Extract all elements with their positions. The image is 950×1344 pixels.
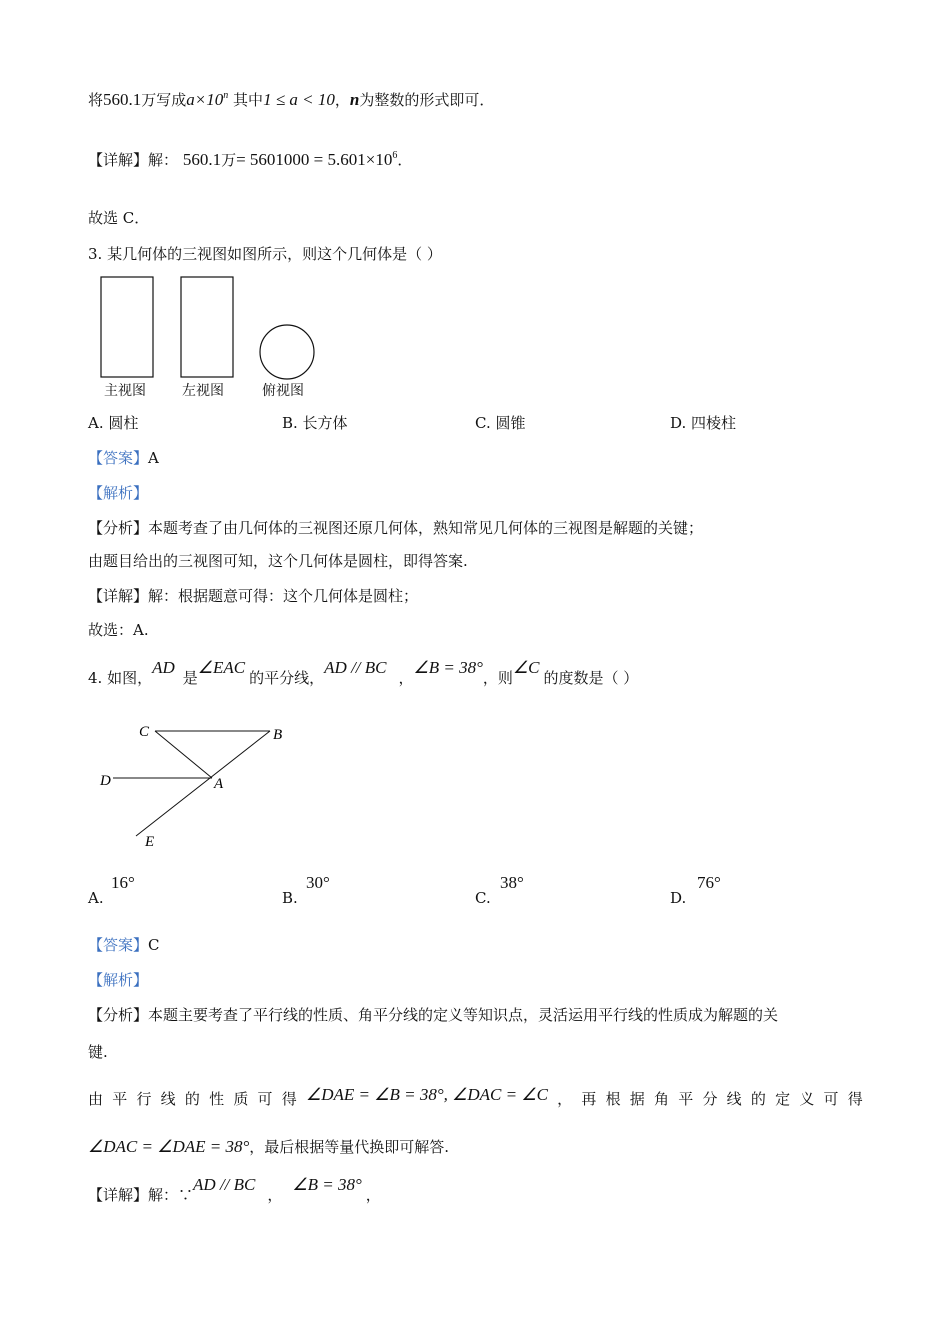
text: 万	[221, 151, 237, 169]
q3-analysis-tag: 【解析】	[88, 484, 149, 502]
char: 定	[775, 1090, 791, 1108]
number: 560.1	[103, 90, 142, 109]
math-expr: = 5601000 = 5.601×10	[236, 150, 393, 169]
math-expr: 1 ≤ a < 10	[263, 90, 335, 109]
q3-fenxi	[88, 518, 703, 538]
three-views-figure	[95, 270, 335, 382]
label-d: D	[100, 773, 111, 789]
answer-value: A	[148, 449, 159, 467]
text: ，	[267, 1186, 283, 1204]
q4-option-c-letter: C.	[475, 889, 491, 907]
char: ，	[557, 1090, 573, 1108]
math-parallel: AD // BC	[324, 658, 387, 677]
q4-detail	[88, 1175, 381, 1205]
caption-side-view: 左视图	[182, 383, 224, 399]
char: 根	[605, 1090, 621, 1108]
choose-line: 故选 C．	[88, 209, 150, 227]
char: 由	[88, 1090, 104, 1108]
q3-fenxi-2: 由题目给出的三视图可知，这个几何体是圆柱，即得答案.	[88, 552, 468, 570]
math-angle-b: ∠B = 38°	[292, 1175, 362, 1194]
fenxi-tag: 【分析】	[88, 1006, 149, 1024]
q4-option-b-value: 30°	[306, 873, 330, 892]
q4-reason-line-2	[88, 1137, 449, 1157]
text: ，	[334, 91, 350, 109]
label-c: C	[139, 724, 150, 740]
number: 560.1	[182, 150, 222, 169]
q4-option-a-letter: A.	[88, 889, 104, 907]
text: ，	[365, 1186, 381, 1204]
char: 平	[112, 1090, 128, 1108]
q3-option-a: A. 圆柱	[88, 414, 139, 432]
char: 得	[847, 1090, 863, 1108]
text: 解：∵	[148, 1186, 194, 1204]
answer-value: C	[148, 936, 160, 954]
q4-analysis-tag: 【解析】	[88, 971, 149, 989]
char: 线	[726, 1090, 742, 1108]
char: 平	[678, 1090, 694, 1108]
side-view-rect	[181, 277, 233, 377]
detail-tag: 【详解】	[88, 151, 149, 169]
q4-option-d-letter: D.	[670, 889, 687, 907]
q4-stem	[88, 658, 639, 688]
geometry-figure	[95, 715, 305, 855]
front-view-rect	[101, 277, 153, 377]
text: 将	[88, 91, 104, 109]
char: 可	[257, 1090, 273, 1108]
char: 义	[799, 1090, 815, 1108]
fenxi-text: 本题主要考查了平行线的性质、角平分线的定义等知识点，灵活运用平行线的性质成为解题的关	[148, 1006, 779, 1024]
text: ，则	[482, 669, 513, 687]
exponent: 6	[392, 150, 398, 161]
char: 角	[654, 1090, 670, 1108]
exponent: n	[223, 90, 229, 101]
q4-option-c-value: 38°	[500, 873, 524, 892]
q3-answer	[88, 448, 159, 468]
label-b: B	[273, 727, 283, 743]
top-view-circle	[260, 325, 314, 379]
math-var: n	[349, 90, 360, 109]
text: 是	[182, 669, 198, 687]
math-ad: AD	[152, 658, 175, 677]
text: 解：	[148, 151, 179, 169]
detail-tag: 【详解】	[88, 587, 149, 605]
q4-option-d-value: 76°	[697, 873, 721, 892]
char: 行	[136, 1090, 152, 1108]
detail-text: 解：根据题意可得：这个几何体是圆柱；	[148, 587, 419, 605]
q4-fenxi	[88, 1005, 778, 1025]
math-expr: ∠DAC = ∠DAE = 38°	[88, 1137, 250, 1156]
text: ．	[397, 151, 413, 169]
math-angle-c: ∠C	[512, 658, 540, 677]
q3-option-c: C. 圆锥	[475, 414, 526, 432]
text: 万写成	[141, 91, 187, 109]
detail-tag: 【详解】	[88, 1186, 149, 1204]
detail-line	[88, 150, 412, 173]
line-be	[136, 731, 270, 836]
label-e: E	[145, 834, 155, 850]
q3-choose: 故选：A.	[88, 621, 149, 639]
char: 据	[629, 1090, 645, 1108]
caption-front-view: 主视图	[104, 383, 146, 399]
text: 为整数的形式即可．	[359, 91, 495, 109]
math-angle-eac: ∠EAC	[197, 658, 246, 677]
fenxi-tag: 【分析】	[88, 519, 149, 537]
char: 分	[702, 1090, 718, 1108]
text: 其中	[233, 91, 264, 109]
q3-option-b: B. 长方体	[282, 414, 348, 432]
sci-notation-line	[88, 90, 494, 113]
q4-option-a-value: 16°	[111, 873, 135, 892]
q4-fenxi-cont: 键.	[88, 1043, 108, 1061]
q3-option-d: D. 四棱柱	[670, 414, 737, 432]
q4-reason-line	[88, 1085, 863, 1109]
char: 性	[209, 1090, 225, 1108]
answer-tag: 【答案】	[88, 936, 149, 954]
label-a: A	[214, 776, 224, 792]
text: 的度数是（ ）	[543, 669, 639, 687]
q4-option-b-letter: B.	[282, 889, 298, 907]
text: 的平分线，	[249, 669, 325, 687]
char: 得	[281, 1090, 297, 1108]
math-expr: a×10	[186, 90, 224, 109]
q4-answer	[88, 935, 160, 955]
q3-detail	[88, 586, 418, 606]
char: 再	[581, 1090, 597, 1108]
text: ，	[398, 669, 414, 687]
char: 的	[750, 1090, 766, 1108]
char: 线	[160, 1090, 176, 1108]
caption-top-view: 俯视图	[262, 383, 304, 399]
math-angle-b: ∠B = 38°	[413, 658, 483, 677]
text: ，最后根据等量代换即可解答.	[249, 1138, 450, 1156]
math-parallel: AD // BC	[193, 1175, 256, 1194]
segment-ca	[155, 731, 212, 778]
fenxi-text: 本题考查了由几何体的三视图还原几何体，熟知常见几何体的三视图是解题的关键；	[148, 519, 704, 537]
text: 4. 如图，	[88, 669, 153, 687]
answer-tag: 【答案】	[88, 449, 149, 467]
char: 可	[823, 1090, 839, 1108]
math-expr: ∠DAE = ∠B = 38°, ∠DAC = ∠C	[305, 1085, 548, 1104]
char: 的	[184, 1090, 200, 1108]
q3-stem: 3. 某几何体的三视图如图所示，则这个几何体是（ ）	[88, 245, 442, 263]
char: 质	[233, 1090, 249, 1108]
